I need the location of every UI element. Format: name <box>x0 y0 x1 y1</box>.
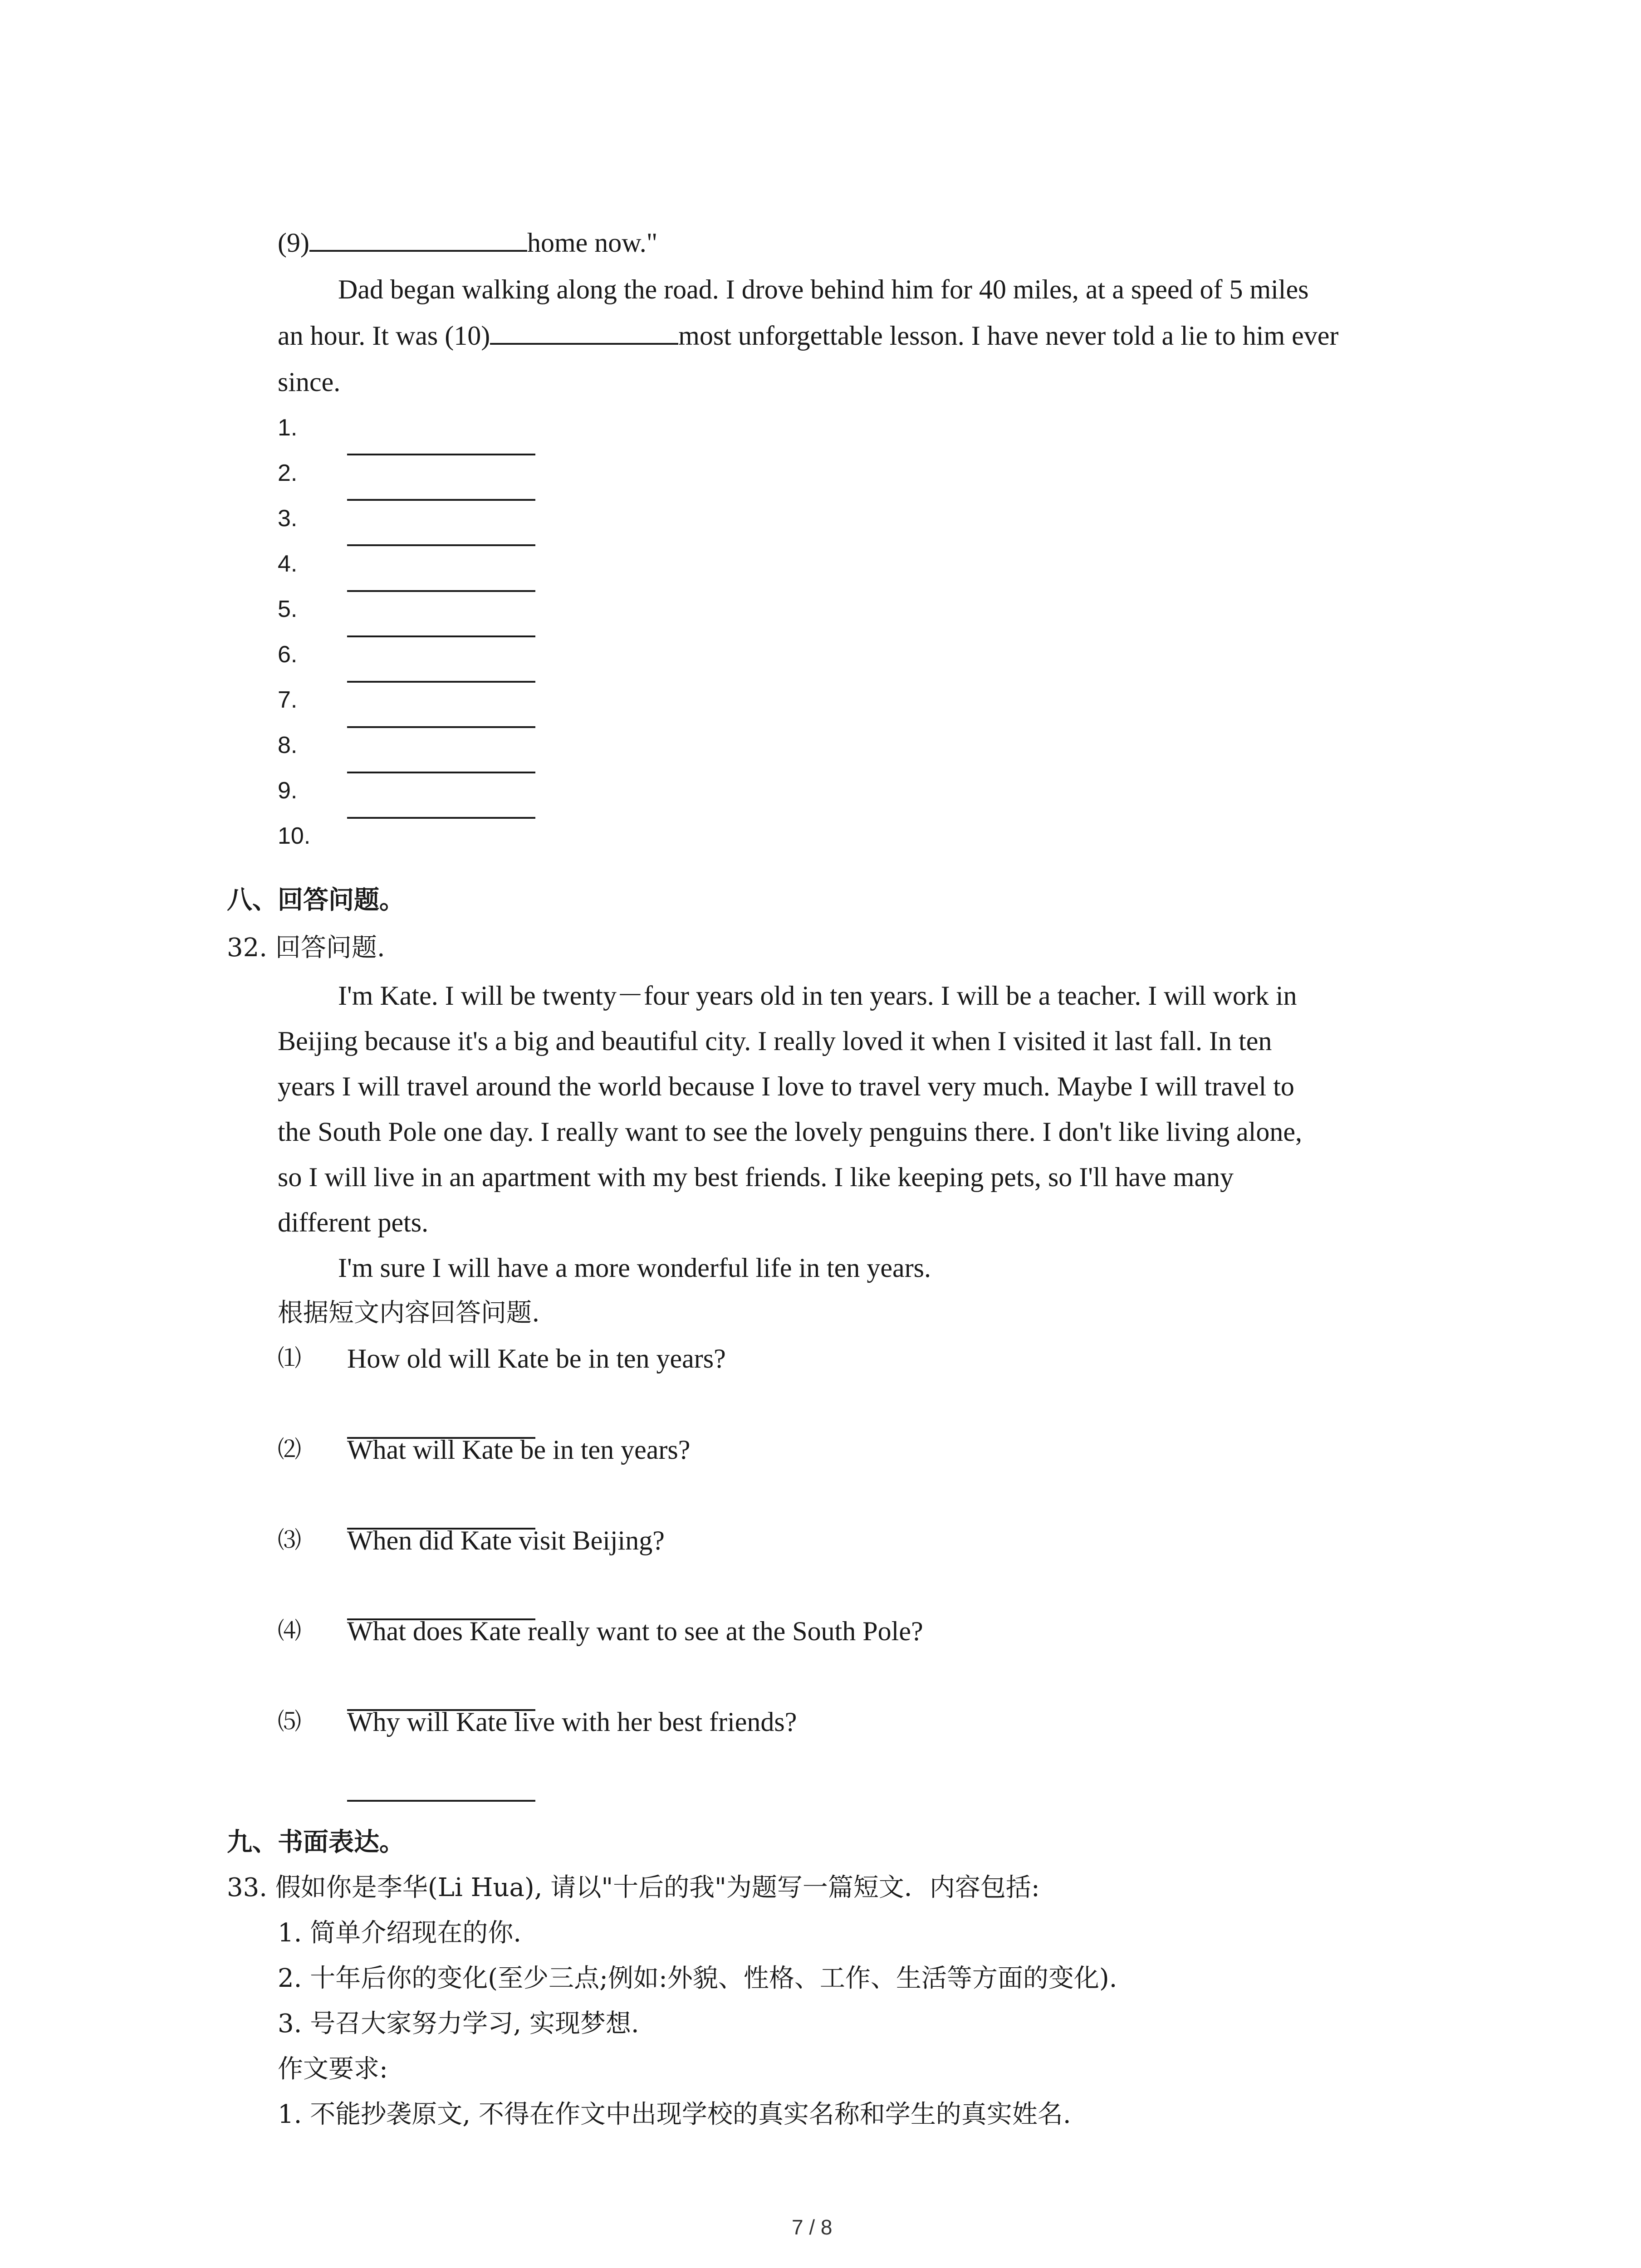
instruction: 根据短文内容回答问题. <box>278 1298 540 1328</box>
section-heading: 八、回答问题。 <box>227 885 405 915</box>
question-text: What does Kate really want to see at the South Pole? <box>347 1616 923 1646</box>
section-heading: 九、书面表达。 <box>227 1828 405 1857</box>
page-number: 7 / 8 <box>792 2215 833 2239</box>
question-text: What will Kate be in ten years? <box>347 1435 691 1465</box>
passage-text: home now." <box>527 228 658 258</box>
requirement-heading: 作文要求: <box>278 2054 388 2084</box>
requirement-line: 1. 不能抄袭原文, 不得在作文中出现学校的真实名称和学生的真实姓名. <box>278 2100 1071 2129</box>
passage-line-10 <box>278 313 1338 358</box>
answer-line-3[interactable] <box>347 544 535 546</box>
question-label: 32. 回答问题. <box>227 933 385 963</box>
answer-number: 9. <box>278 777 298 804</box>
answer-line-9[interactable] <box>347 817 535 819</box>
passage-line: Dad began walking along the road. I drove behind him for 40 miles, at a speed of 5 miles <box>338 274 1309 304</box>
requirement-line: 1. 简单介绍现在的你. <box>278 1918 522 1948</box>
passage-line: Beijing because it's a big and beautiful city. I really loved it when I visited it last fall. In ten <box>278 1026 1272 1056</box>
requirement-line: 2. 十年后你的变化(至少三点;例如:外貌、性格、工作、生活等方面的变化). <box>278 1964 1117 1993</box>
question-number: ⑷ <box>278 1618 302 1644</box>
answer-number: 5. <box>278 596 298 622</box>
question-number: ⑴ <box>278 1345 302 1372</box>
question-number: ⑸ <box>278 1709 302 1735</box>
answer-line-8[interactable] <box>347 772 535 773</box>
passage-line: I'm sure I will have a more wonderful life in ten years. <box>338 1253 931 1283</box>
passage-text: most unforgettable lesson. I have never told a lie to him ever <box>678 321 1339 351</box>
answer-number: 2. <box>278 460 298 486</box>
question-number: ⑶ <box>278 1527 302 1554</box>
passage-line: different pets. <box>278 1207 429 1237</box>
answer-number: 7. <box>278 687 298 713</box>
question-text: Why will Kate live with her best friends? <box>347 1707 797 1737</box>
answer-number: 4. <box>278 551 298 577</box>
passage-line: since. <box>278 367 341 397</box>
passage-line: the South Pole one day. I really want to see the lovely penguins there. I don't like living alone, <box>278 1117 1303 1147</box>
answer-line-1[interactable] <box>347 454 535 455</box>
answer-number: 3. <box>278 505 298 532</box>
answer-line-4[interactable] <box>347 590 535 592</box>
question-text: How old will Kate be in ten years? <box>347 1344 726 1374</box>
question-text: When did Kate visit Beijing? <box>347 1525 665 1555</box>
answer-number: 6. <box>278 641 298 668</box>
blank-10[interactable] <box>490 315 678 345</box>
blank-9[interactable] <box>309 222 527 252</box>
question-label: 33. 假如你是李华(Li Hua), 请以"十后的我"为题写一篇短文．内容包括: <box>227 1873 1040 1902</box>
blank-label-9: (9) <box>278 228 309 258</box>
answer-line-q5[interactable] <box>347 1800 535 1802</box>
passage-text: an hour. It was (10) <box>278 321 490 351</box>
passage-line: years I will travel around the world because I love to travel very much. Maybe I will travel to <box>278 1071 1294 1101</box>
answer-line-6[interactable] <box>347 681 535 683</box>
answer-number: 8. <box>278 732 298 758</box>
answer-line-2[interactable] <box>347 499 535 501</box>
passage-line: so I will live in an apartment with my best friends. I like keeping pets, so I'll have many <box>278 1162 1234 1192</box>
answer-line-5[interactable] <box>347 635 535 637</box>
requirement-line: 3. 号召大家努力学习, 实现梦想. <box>278 2009 639 2038</box>
question-number: ⑵ <box>278 1437 302 1463</box>
passage-line: I'm Kate. I will be twenty－four years old in ten years. I will be a teacher. I will work in <box>338 981 1297 1011</box>
answer-number: 1. <box>278 415 298 441</box>
answer-number: 10. <box>278 823 311 849</box>
passage-line-9 <box>278 220 657 265</box>
answer-line-7[interactable] <box>347 726 535 728</box>
